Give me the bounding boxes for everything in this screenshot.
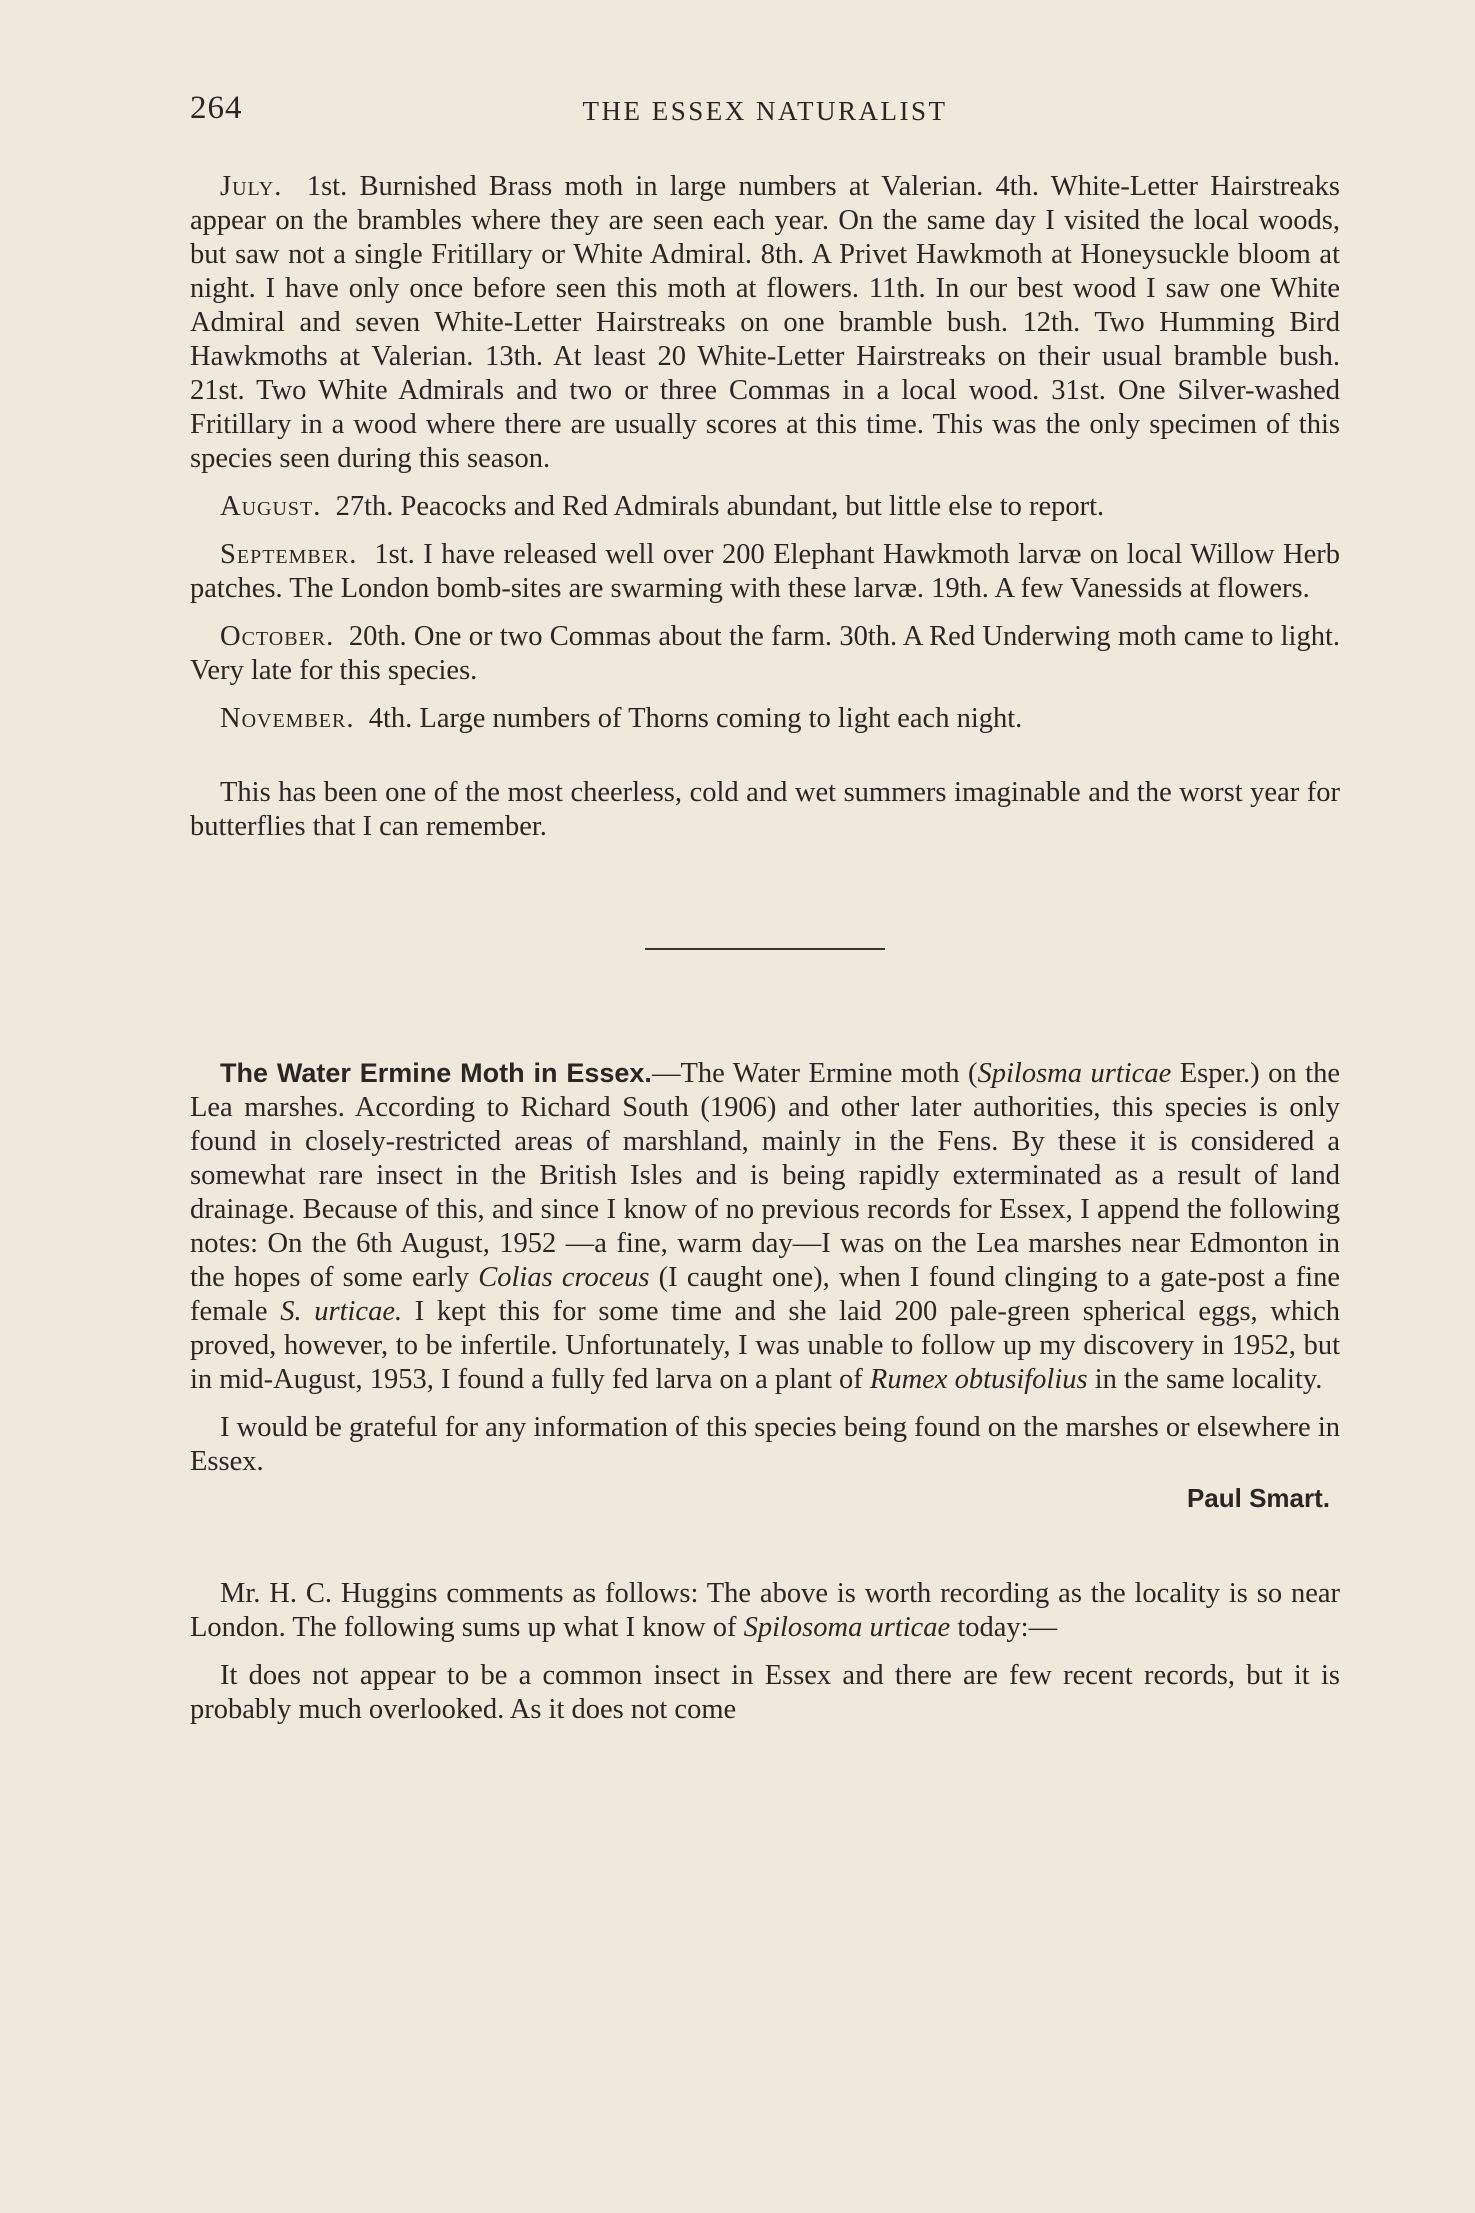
diary-entry-september xyxy=(190,538,1340,606)
comment-paragraph-2: It does not appear to be a common insect in Essex and there are few recent records, but it is probably much overlooked. As it does not come xyxy=(190,1660,1340,1725)
month-label: July. xyxy=(220,171,283,202)
entry-text: 4th. Large numbers of Thorns coming to light each night. xyxy=(368,703,1023,734)
species-name: Colias croceus xyxy=(478,1262,650,1293)
comment-text: today:— xyxy=(950,1612,1058,1643)
month-label: November. xyxy=(220,703,355,734)
season-summary: This has been one of the most cheerless, cold and wet summers imaginable and the worst year for butterflies that I can remember. xyxy=(190,777,1340,842)
article-text: I kept this for some time and she laid 200 pale-green spherical eggs, which proved, however, to be infertile. Unfortunately, I was unable to follow up my discovery in 1952, but in mid-August, 1953, I found a fully fed larva on a plant of xyxy=(190,1296,1340,1395)
running-head xyxy=(190,90,1340,136)
diary-entries xyxy=(190,170,1340,736)
entry-text: 20th. One or two Commas about the farm. 30th. A Red Underwing moth came to light. Very late for this species. xyxy=(190,621,1341,686)
page xyxy=(190,90,1340,1727)
diary-entry-august xyxy=(190,490,1340,524)
month-label: October. xyxy=(220,621,335,652)
month-label: August. xyxy=(220,491,322,522)
article-text: Esper.) on the Lea marshes. According to Richard South (1906) and other later authorities, this species is only found in closely-restricted areas of marshland, mainly in the Fens. By these it is considered a somewhat rare insect in the British Isles and is being rapidly exterminated as a result of land drainage. Because of this, and since I know of no previous records for Essex, I append the following notes: On the 6th August, 1952 —a fine, warm day—I was on the Lea marshes near Edmonton in the hopes of some early xyxy=(190,1058,1340,1293)
article-paragraph-1 xyxy=(190,1056,1340,1397)
page-number: 264 xyxy=(190,90,243,126)
month-label: September. xyxy=(220,539,358,570)
article-paragraph-2: I would be grateful for any information of this species being found on the marshes or elsewhere in Essex. xyxy=(190,1412,1340,1477)
article-text: in the same locality. xyxy=(1087,1364,1323,1395)
entry-text: 1st. I have released well over 200 Elephant Hawkmoth larvæ on local Willow Herb patches. The London bomb-sites are swarming with these larvæ. 19th. A few Vanessids at flowers. xyxy=(190,539,1340,604)
entry-text: 27th. Peacocks and Red Admirals abundant, but little else to report. xyxy=(335,491,1105,522)
species-name: Spilosma urticae xyxy=(977,1058,1172,1089)
diary-entry-july xyxy=(190,170,1340,476)
article-text: (I caught one), when I found clinging to a gate-post a fine female xyxy=(190,1262,1341,1327)
species-name: Rumex obtusifolius xyxy=(869,1364,1088,1395)
journal-title: THE ESSEX NATURALIST xyxy=(582,96,948,126)
diary-entry-november xyxy=(190,702,1340,736)
comment-paragraph-1 xyxy=(190,1577,1340,1645)
species-name: S. urticae. xyxy=(280,1296,403,1327)
article-text: —The Water Ermine moth ( xyxy=(651,1058,978,1089)
entry-text: 1st. Burnished Brass moth in large numbers at Valerian. 4th. White-Letter Hairstreaks appear on the brambles where they are seen each year. On the same day I visited the local woods, but saw not a single Fritillary or White Admiral. 8th. A Privet Hawkmoth at Honeysuckle bloom at night. I have only once before seen this moth at flowers. 11th. In our best wood I saw one White Admiral and seven White-Letter Hairstreaks on one bramble bush. 12th. Two Humming Bird Hawkmoths at Valerian. 13th. At least 20 White-Letter Hairstreaks on their usual bramble bush. 21st. Two White Admirals and two or three Commas in a local wood. 31st. One Silver-washed Fritillary in a wood where there are usually scores at this time. This was the only specimen of this species seen during this season. xyxy=(190,171,1340,474)
section-divider xyxy=(645,948,885,950)
diary-entry-october xyxy=(190,620,1340,688)
species-name: Spilosoma urticae xyxy=(743,1612,951,1643)
author-signature: Paul Smart. xyxy=(1186,1483,1330,1513)
comment-text: Mr. H. C. Huggins comments as follows: The above is worth recording as the locality is so near London. The following sums up what I know of xyxy=(190,1578,1340,1643)
article-title: The Water Ermine Moth in Essex. xyxy=(220,1058,652,1088)
